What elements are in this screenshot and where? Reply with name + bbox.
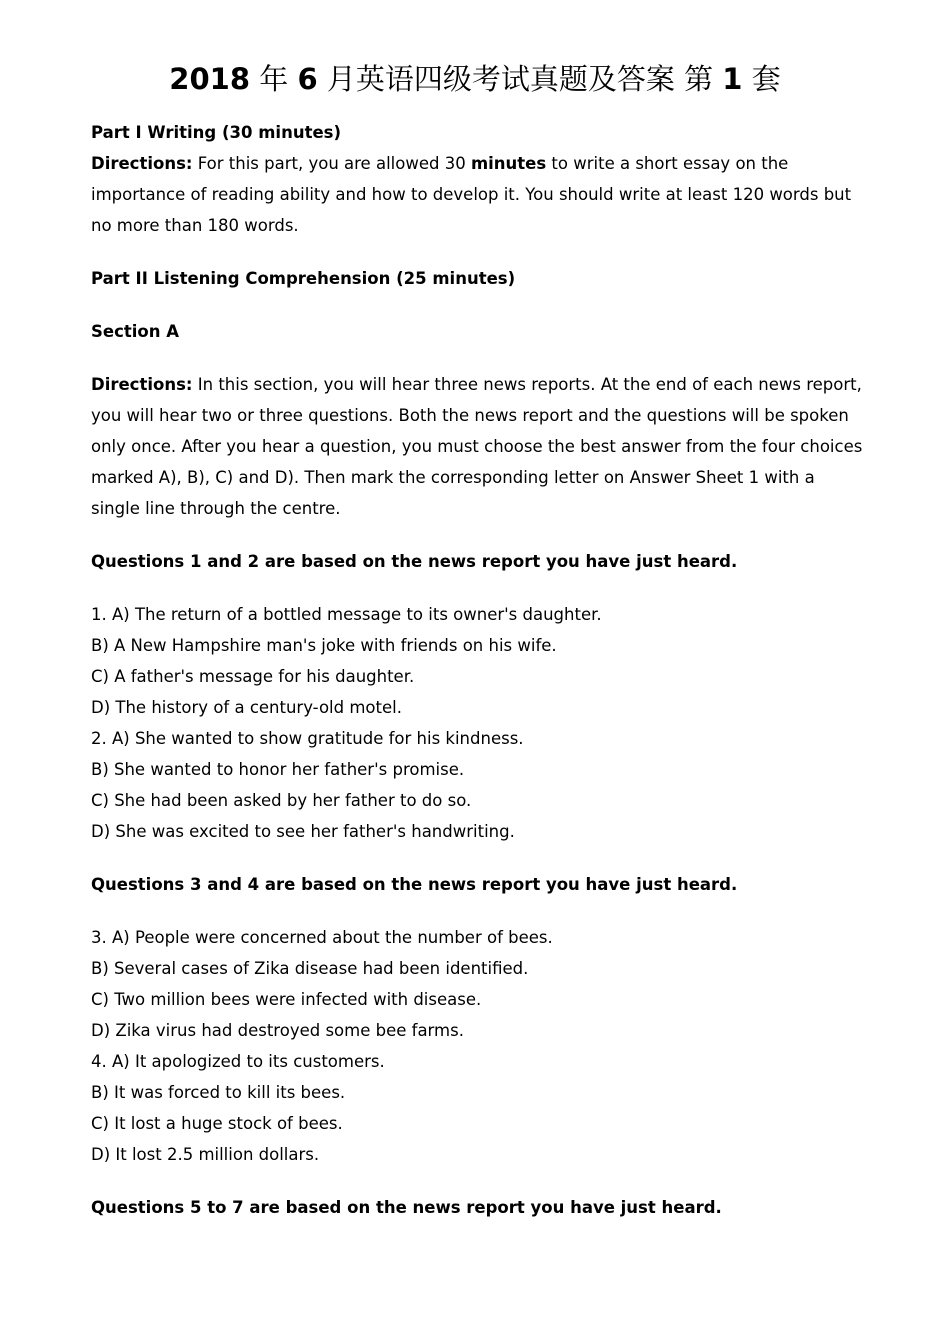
part2-directions (91, 369, 866, 524)
section-a-heading: Section A (91, 322, 179, 341)
part2-heading: Part II Listening Comprehension (25 minutes) (91, 269, 516, 288)
question-line: D) She was excited to see her father's handwriting. (91, 822, 515, 841)
title-tao: 套 (742, 62, 781, 96)
question-group-heading: Questions 1 and 2 are based on the news report you have just heard. (91, 552, 738, 571)
question-line: B) She wanted to honor her father's promise. (91, 760, 465, 779)
question-line: C) It lost a huge stock of bees. (91, 1114, 343, 1133)
part1-directions-pre: For this part, you are allowed 30 (192, 154, 471, 173)
page-title (0, 57, 950, 101)
question-line: 2. A) She wanted to show gratitude for his kindness. (91, 729, 524, 748)
title-rest: 月英语四级考试真题及答案 第 (317, 62, 723, 96)
part2-directions-text: In this section, you will hear three news reports. At the end of each news report, you will hear two or three questions. Both the news report and the questions will be spoken only once. After you hear a question, you must choose the best answer from the four choices marked A), B), C) and D). Then mark the corresponding letter on Answer Sheet 1 with a single line through the centre. (91, 375, 863, 518)
question-line: C) A father's message for his daughter. (91, 667, 415, 686)
part1-directions (91, 148, 866, 241)
question-line: D) Zika virus had destroyed some bee farms. (91, 1021, 464, 1040)
question-line: 3. A) People were concerned about the number of bees. (91, 928, 553, 947)
document-body (91, 117, 866, 1223)
title-year: 2018 (169, 62, 251, 96)
question-group-heading: Questions 3 and 4 are based on the news report you have just heard. (91, 875, 738, 894)
part1-directions-label: Directions: (91, 154, 193, 173)
question-group (91, 599, 866, 847)
question-group-heading: Questions 5 to 7 are based on the news report you have just heard. (91, 1198, 722, 1217)
part1-directions-bold: minutes (470, 154, 547, 173)
question-line: 4. A) It apologized to its customers. (91, 1052, 385, 1071)
question-line: B) It was forced to kill its bees. (91, 1083, 346, 1102)
question-line: B) Several cases of Zika disease had been identified. (91, 959, 529, 978)
part1-directions-post: to write a short essay on the importance of reading ability and how to develop it. You should write at least 120 words but no more than 180 words. (91, 154, 852, 235)
question-line: 1. A) The return of a bottled message to its owner's daughter. (91, 605, 602, 624)
question-line: C) Two million bees were infected with disease. (91, 990, 482, 1009)
question-line: D) The history of a century-old motel. (91, 698, 402, 717)
title-set: 1 (722, 62, 743, 96)
part2-directions-label: Directions: (91, 375, 193, 394)
question-group (91, 922, 866, 1170)
question-line: D) It lost 2.5 million dollars. (91, 1145, 320, 1164)
title-month: 6 (297, 62, 318, 96)
question-line: C) She had been asked by her father to do so. (91, 791, 472, 810)
part1-heading: Part I Writing (30 minutes) (91, 123, 342, 142)
title-nian: 年 (250, 62, 298, 96)
question-line: B) A New Hampshire man's joke with friends on his wife. (91, 636, 557, 655)
